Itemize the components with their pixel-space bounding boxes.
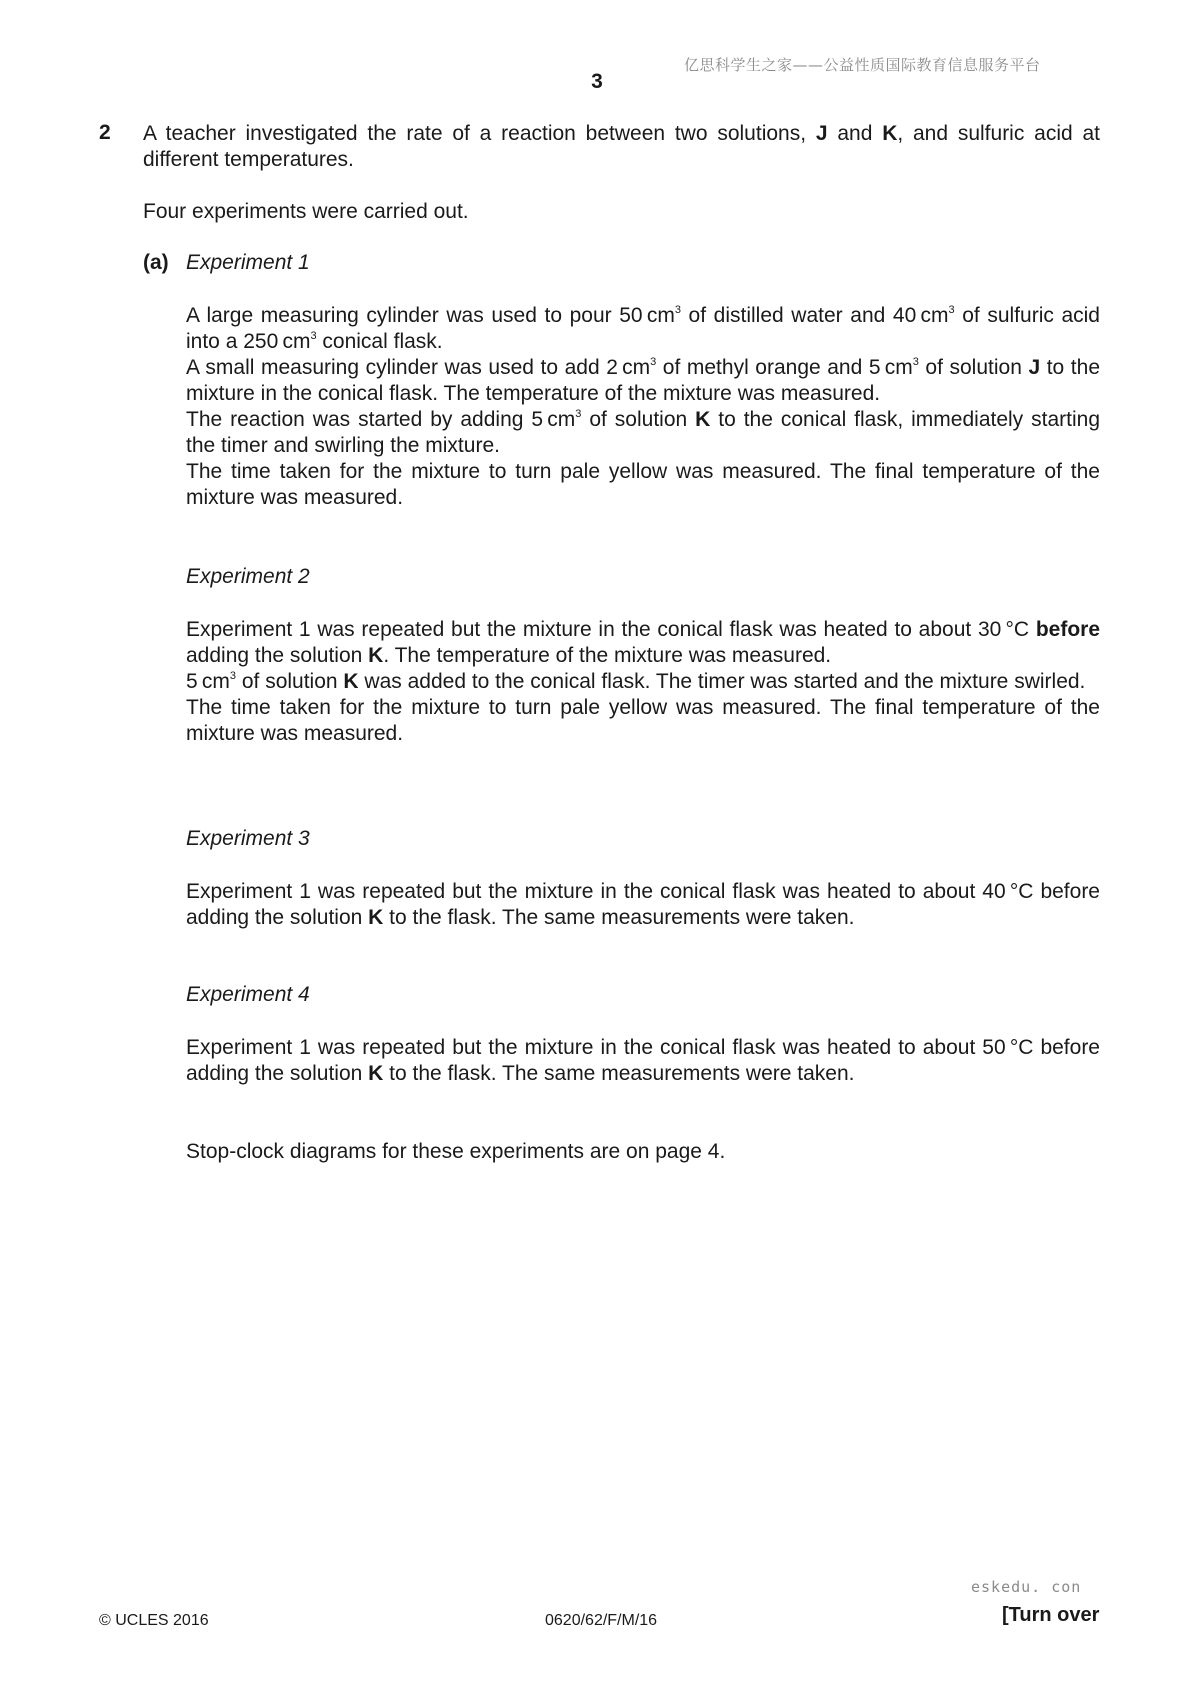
experiment-1-step-4: The time taken for the mixture to turn pale yellow was measured. The final temperature of the mixture was measured. [186, 460, 1100, 509]
experiment-4-step-1: Experiment 1 was repeated but the mixture in the conical flask was heated to about 50 °C before adding the solution K to the flask. The same measurements were taken. [186, 1036, 1100, 1085]
four-experiments-text: Four experiments were carried out. [143, 200, 469, 223]
footer-paper-code: 0620/62/F/M/16 [545, 1612, 658, 1629]
solution-k-label: K [882, 122, 898, 145]
question-number: 2 [99, 121, 111, 144]
experiment-2-title: Experiment 2 [186, 565, 310, 588]
intro-text: and [827, 122, 883, 145]
experiment-1-step-2: A small measuring cylinder was used to add 2 $cm^3$ of methyl orange and 5 $cm^3$ of solution J to the mixture in the conical flask. The temperature of the mixture was measured. [186, 356, 1100, 405]
experiment-2-step-1: Experiment 1 was repeated but the mixture in the conical flask was heated to about 30 °C before adding the solution K. The temperature of the mixture was measured. [186, 618, 1100, 667]
experiment-3-title: Experiment 3 [186, 827, 310, 850]
experiment-2-body [186, 617, 1100, 747]
experiment-1-step-3: The reaction was started by adding 5 $cm^3$ of solution K to the conical flask, immediately starting the timer and swirling the mixture. [186, 408, 1100, 457]
footer-watermark: eskedu. con [971, 1578, 1082, 1596]
question-intro [143, 121, 1100, 173]
part-label: (a) [143, 251, 169, 274]
experiment-2-step-3: The time taken for the mixture to turn pale yellow was measured. The final temperature of the mixture was measured. [186, 696, 1100, 745]
experiment-1-title: Experiment 1 [186, 251, 310, 274]
experiment-3-step-1: Experiment 1 was repeated but the mixture in the conical flask was heated to about 40 °C before adding the solution K to the flask. The same measurements were taken. [186, 880, 1100, 929]
experiment-4-title: Experiment 4 [186, 983, 310, 1006]
footer-copyright: © UCLES 2016 [99, 1612, 209, 1629]
stop-clock-note: Stop-clock diagrams for these experiments are on page 4. [186, 1140, 726, 1163]
experiment-2-step-2: 5 $cm^3$ of solution K was added to the conical flask. The timer was started and the mixture swirled. [186, 670, 1086, 693]
intro-text: A teacher investigated the rate of a reaction between two solutions, [143, 122, 816, 145]
solution-j-label: J [815, 122, 828, 145]
header-watermark: 亿思科学生之家——公益性质国际教育信息服务平台 [684, 56, 1041, 74]
footer-turn-over: [Turn over [1002, 1604, 1100, 1626]
experiment-3-body [186, 879, 1100, 931]
experiment-1-body [186, 303, 1100, 511]
intro-text: , and sulfuric acid at different temperatures. [143, 122, 1100, 171]
page-number: 3 [591, 70, 603, 93]
experiment-1-step-1: A large measuring cylinder was used to pour 50 $cm^3$ of distilled water and 40 $cm^3$ of sulfuric acid into a 250 $cm^3$ conical flask. [186, 304, 1100, 353]
experiment-4-body [186, 1035, 1100, 1087]
